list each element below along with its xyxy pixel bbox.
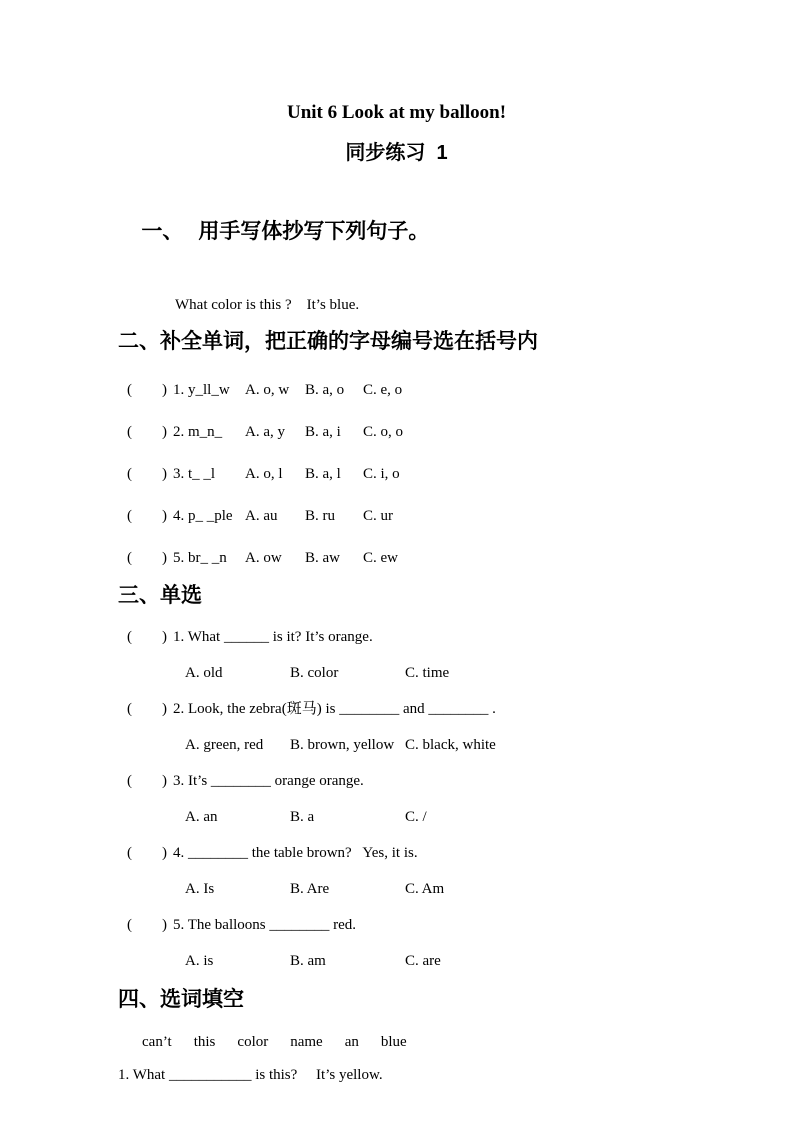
option-c: C. Am [405,881,445,897]
answer-bracket: ( ) [127,845,167,861]
page-title: Unit 6 Look at my balloon! [286,102,507,123]
option-a: A. Is [185,881,215,897]
choice-question-stem [0,770,793,792]
word-bank-item: an [344,1034,359,1050]
option-c: C. e, o [363,382,403,398]
option-a: A. au [245,508,278,524]
choice-options-row [0,806,793,828]
choice-question-stem [0,914,793,936]
word-bank-item: this [193,1034,216,1050]
option-c: C. time [405,665,450,681]
option-b: B. a, i [305,424,341,440]
choice-question-stem [0,698,793,720]
word-bank [0,1032,793,1052]
answer-bracket: ( ) [127,550,167,566]
answer-bracket: ( ) [127,917,167,933]
option-b: B. am [290,953,326,969]
option-c: C. ur [363,508,393,524]
option-c: C. black, white [405,737,496,753]
word-item-label: 4. p_ _ple [173,508,233,524]
option-c: C. ew [363,550,398,566]
choice-question-stem [0,842,793,864]
answer-bracket: ( ) [127,773,167,789]
choice-question-stem [0,626,793,648]
section1-sentence: What color is this ? It’s blue. [175,297,360,313]
option-b: B. aw [305,550,340,566]
question-text: 3. It’s ________ orange orange. [173,773,364,789]
option-a: A. o, l [245,466,283,482]
question-text: 5. The balloons ________ red. [173,917,357,933]
answer-bracket: ( ) [127,382,167,398]
option-a: A. an [185,809,218,825]
option-c: C. o, o [363,424,404,440]
word-bank-item: name [290,1034,323,1050]
word-completion-row [0,380,793,400]
choice-options-row [0,662,793,684]
choice-options-row [0,734,793,756]
word-completion-row [0,422,793,442]
option-b: B. ru [305,508,335,524]
option-b: B. color [290,665,339,681]
word-completion-row [0,464,793,484]
word-item-label: 3. t_ _l [173,466,216,482]
option-c: C. are [405,953,441,969]
answer-bracket: ( ) [127,629,167,645]
option-a: A. green, red [185,737,264,753]
answer-bracket: ( ) [127,424,167,440]
choice-options-row [0,950,793,972]
fill-in-question: 1. What ___________ is this? It’s yellow. [118,1067,383,1083]
word-bank-item: can’t [142,1034,172,1050]
option-b: B. a [290,809,315,825]
section1-heading-text: 用手写体抄写下列句子。 [198,220,430,243]
option-c: C. / [405,809,427,825]
word-item-label: 1. y_ll_w [173,382,230,398]
word-item-label: 5. br_ _n [173,550,227,566]
word-completion-row [0,506,793,526]
answer-bracket: ( ) [127,508,167,524]
question-text: 4. ________ the table brown? Yes, it is. [173,845,418,861]
worksheet-subtitle: 同步练习 1 [345,142,448,164]
section3-heading: 三、单选 [118,584,202,607]
option-a: A. old [185,665,223,681]
option-b: B. brown, yellow [290,737,395,753]
question-text: 1. What ______ is it? It’s orange. [173,629,373,645]
word-bank-item: blue [380,1034,407,1050]
word-completion-row [0,548,793,568]
option-a: A. is [185,953,214,969]
answer-bracket: ( ) [127,701,167,717]
option-a: A. a, y [245,424,285,440]
word-item-label: 2. m_n_ [173,424,223,440]
option-b: B. Are [290,881,330,897]
option-b: B. a, l [305,466,341,482]
section1-number: 一、 [141,220,184,243]
section1-heading [0,184,793,280]
option-c: C. i, o [363,466,400,482]
choice-options-row [0,878,793,900]
section2-heading: 二、补全单词，把正确的字母编号选在括号内 [118,330,538,353]
answer-bracket: ( ) [127,466,167,482]
option-a: A. o, w [245,382,290,398]
question-text: 2. Look, the zebra(斑马) is ________ and ________ . [173,701,496,717]
word-bank-item: color [237,1034,269,1050]
option-a: A. ow [245,550,282,566]
section4-heading: 四、选词填空 [118,988,244,1011]
option-b: B. a, o [305,382,345,398]
